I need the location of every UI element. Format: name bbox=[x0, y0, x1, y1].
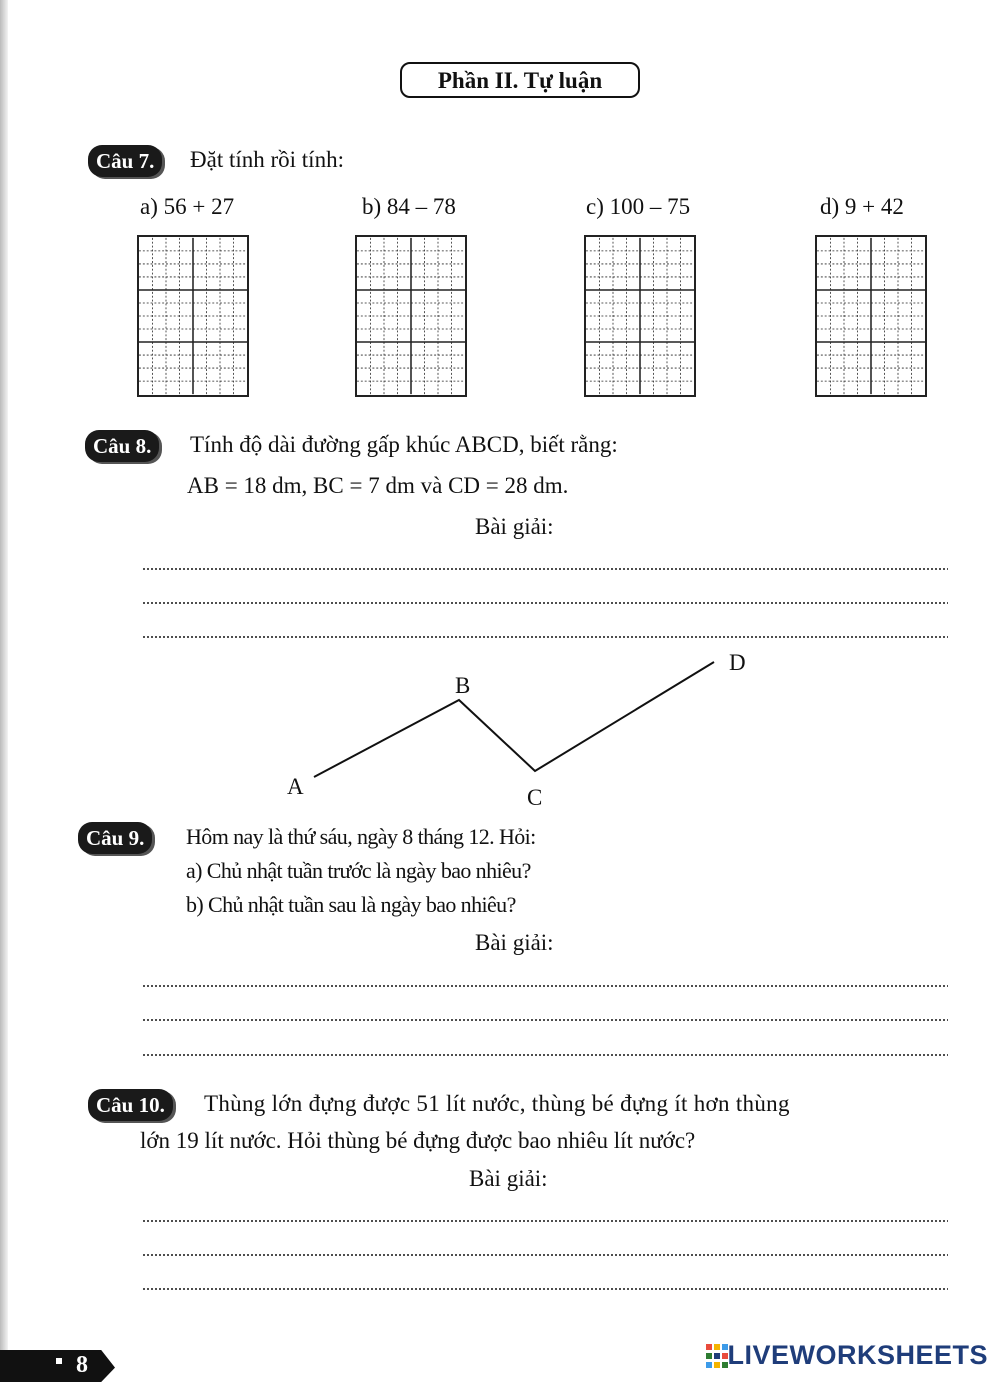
answer-line[interactable] bbox=[142, 1288, 948, 1290]
answer-line[interactable] bbox=[142, 1054, 948, 1056]
point-b-label: B bbox=[455, 673, 471, 698]
question-9-line-1: Hôm nay là thứ sáu, ngày 8 tháng 12. Hỏi: bbox=[186, 824, 536, 849]
question-10-line-2: lớn 19 lít nước. Hỏi thùng bé đựng được bao nhiêu lít nước? bbox=[140, 1128, 696, 1153]
question-10-badge: Câu 10. bbox=[88, 1089, 173, 1121]
question-9-badge: Câu 9. bbox=[78, 822, 152, 854]
question-10-solution-label: Bài giải: bbox=[469, 1166, 548, 1191]
question-7-badge: Câu 7. bbox=[88, 145, 162, 177]
point-d-label: D bbox=[729, 650, 746, 675]
page-number-tab bbox=[0, 1350, 115, 1382]
answer-line[interactable] bbox=[142, 1019, 948, 1021]
section-title: Phần II. Tự luận bbox=[400, 62, 640, 98]
liveworksheets-logo-icon bbox=[706, 1344, 728, 1368]
answer-line[interactable] bbox=[142, 1254, 948, 1256]
point-c-label: C bbox=[527, 785, 543, 810]
question-8-solution-label: Bài giải: bbox=[475, 514, 554, 539]
answer-line[interactable] bbox=[142, 1220, 948, 1222]
answer-line[interactable] bbox=[142, 985, 948, 987]
question-7-prompt: Đặt tính rồi tính: bbox=[190, 147, 344, 172]
calc-b-label: b) 84 – 78 bbox=[362, 194, 456, 219]
polyline-segments bbox=[314, 662, 714, 777]
question-8-line-1: Tính độ dài đường gấp khúc ABCD, biết rằng: bbox=[190, 432, 618, 457]
question-10-line-1: Thùng lớn đựng được 51 lít nước, thùng bé đựng ít hơn thùng bbox=[204, 1091, 790, 1116]
calc-a-label: a) 56 + 27 bbox=[140, 194, 235, 219]
question-9-line-3: b) Chủ nhật tuần sau là ngày bao nhiêu? bbox=[186, 892, 516, 917]
page-dot-icon bbox=[56, 1358, 62, 1364]
question-8-badge: Câu 8. bbox=[85, 430, 159, 462]
question-8-line-2: AB = 18 dm, BC = 7 dm và CD = 28 dm. bbox=[187, 473, 569, 498]
question-9-solution-label: Bài giải: bbox=[475, 930, 554, 955]
page-number: 8 bbox=[76, 1352, 88, 1378]
question-9-line-2: a) Chủ nhật tuần trước là ngày bao nhiêu? bbox=[186, 858, 531, 883]
calc-c-label: c) 100 – 75 bbox=[586, 194, 691, 219]
calc-d-label: d) 9 + 42 bbox=[820, 194, 904, 219]
brand-name[interactable]: LIVEWORKSHEETS bbox=[727, 1340, 988, 1370]
point-a-label: A bbox=[287, 774, 304, 799]
